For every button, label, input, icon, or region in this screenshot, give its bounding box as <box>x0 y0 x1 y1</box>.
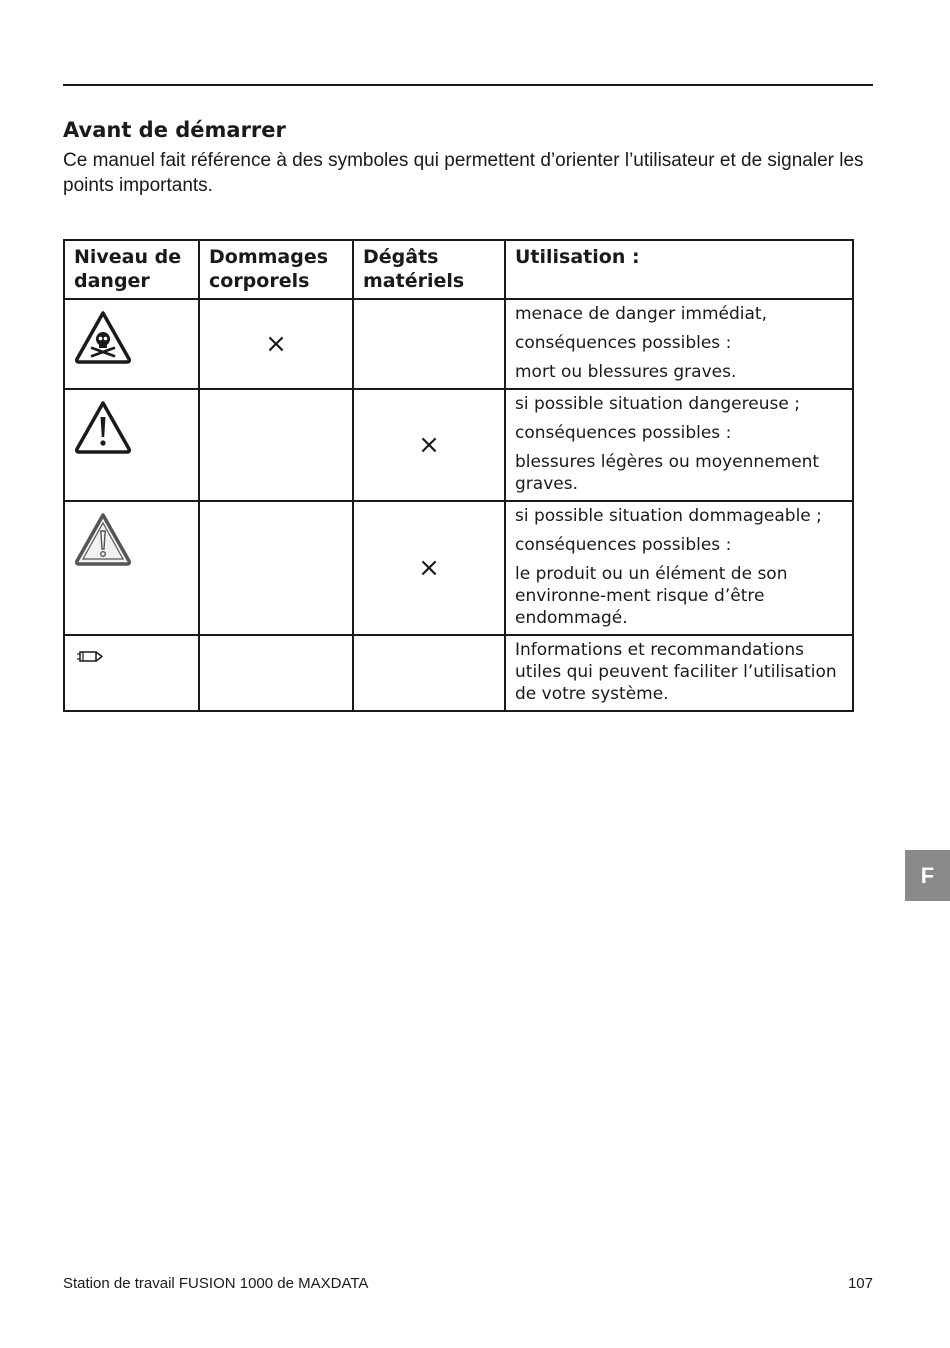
danger-level-cell <box>64 389 199 501</box>
material-damage-mark <box>353 299 505 389</box>
usage-cell <box>505 299 853 389</box>
page-number: 107 <box>847 1275 873 1292</box>
usage-line: si possible situation dommageable ; <box>515 506 822 526</box>
bodily-damage-mark: × <box>199 299 353 389</box>
header-danger-level: Niveau de danger <box>64 240 199 299</box>
usage-line: si possible situation dangereuse ; <box>515 394 800 414</box>
danger-level-cell <box>64 501 199 635</box>
exclamation-warning-icon <box>74 439 132 458</box>
usage-line: le produit ou un élément de son environne-ment risque d’être endommagé. <box>515 564 788 628</box>
table-header-row <box>64 240 853 299</box>
usage-line: conséquences possibles : <box>515 535 732 555</box>
material-damage-mark <box>353 635 505 711</box>
usage-line: mort ou blessures graves. <box>515 362 737 382</box>
header-usage: Utilisation : <box>505 240 853 299</box>
skull-warning-icon <box>74 349 132 368</box>
danger-level-cell <box>64 635 199 711</box>
bodily-damage-mark <box>199 635 353 711</box>
header-bodily-damage: Dommages corporels <box>199 240 353 299</box>
exclamation-caution-icon <box>74 551 132 570</box>
symbol-legend-table <box>63 239 854 712</box>
table-row <box>64 299 853 389</box>
usage-cell <box>505 501 853 635</box>
intro-paragraph: Ce manuel fait référence à des symboles qui permettent d’orienter l’utilisateur et de signaler les points importants. <box>63 150 864 196</box>
bodily-damage-mark <box>199 389 353 501</box>
usage-cell <box>505 389 853 501</box>
section-heading: Avant de démarrer <box>63 118 286 142</box>
language-tab: F <box>905 850 950 901</box>
usage-line: menace de danger immédiat, <box>515 304 768 324</box>
table-row <box>64 501 853 635</box>
top-rule <box>63 84 873 86</box>
danger-level-cell <box>64 299 199 389</box>
usage-line: conséquences possibles : <box>515 423 732 443</box>
usage-cell <box>505 635 853 711</box>
material-damage-mark: × <box>353 501 505 635</box>
footer-title: Station de travail FUSION 1000 de MAXDATA <box>63 1275 369 1292</box>
header-material-damage: Dégâts matériels <box>353 240 505 299</box>
table-row <box>64 389 853 501</box>
bodily-damage-mark <box>199 501 353 635</box>
pencil-note-icon <box>74 650 104 669</box>
usage-line: Informations et recommandations utiles qui peuvent faciliter l’utilisation de votre système. <box>515 640 837 704</box>
table-row <box>64 635 853 711</box>
usage-line: conséquences possibles : <box>515 333 732 353</box>
material-damage-mark: × <box>353 389 505 501</box>
usage-line: blessures légères ou moyennement graves. <box>515 452 820 494</box>
